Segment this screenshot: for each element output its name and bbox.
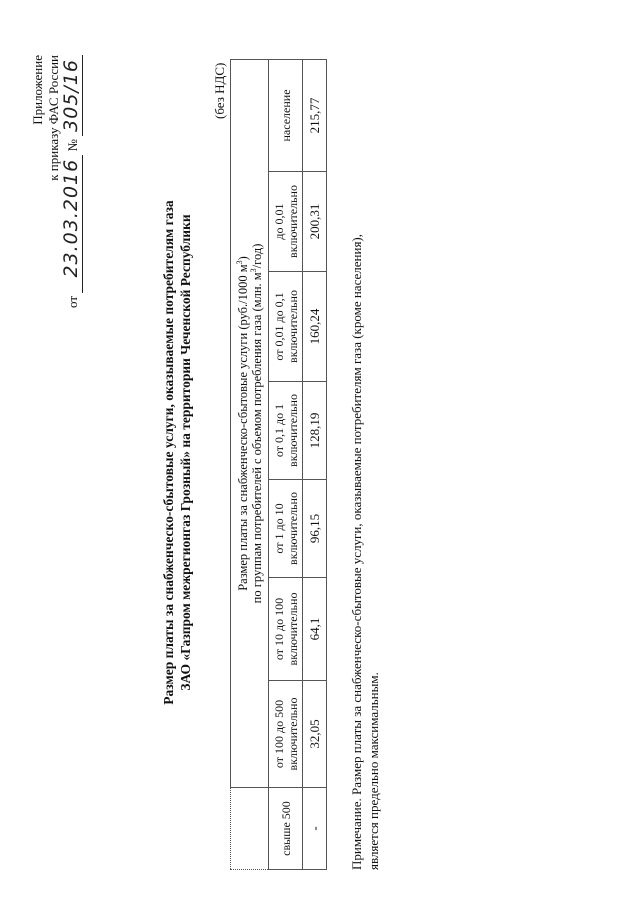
- main-header-end-2: /год): [249, 243, 264, 269]
- footnote-line-2: является предельно максимальным.: [366, 672, 381, 870]
- group-cell: [269, 788, 303, 870]
- group-cell: [269, 480, 303, 578]
- handwritten-number: 305/16: [60, 55, 83, 136]
- main-header-line-2: [250, 62, 264, 785]
- group-label: от 0,01 до 0,1: [271, 292, 286, 361]
- appendix-date-number: [60, 55, 83, 308]
- main-header-text-2: по группам потребителей с объемом потребления газа (млн. м: [249, 272, 264, 604]
- main-header-text-1: Размер платы за снабженческо-сбытовые услуги (руб./1000 м: [235, 264, 250, 591]
- title-line-2: ЗАО «Газпром межрегионгаз Грозный» на территории Чеченской Республики: [178, 214, 193, 691]
- group-sublabel: включительно: [285, 394, 300, 467]
- value-cell: 64,1: [303, 578, 327, 681]
- vat-note: (без НДС): [212, 62, 227, 119]
- main-header-line-1: [236, 62, 250, 785]
- appendix-order-ref: к приказу ФАС России: [46, 55, 61, 181]
- number-label: №: [65, 139, 80, 152]
- group-cell: [269, 382, 303, 480]
- group-cell: [269, 59, 303, 171]
- group-label: от 10 до 100: [271, 597, 286, 661]
- group-sublabel: включительно: [285, 592, 300, 666]
- group-cell: [269, 578, 303, 681]
- value-cell: 160,24: [303, 272, 327, 382]
- table-values-row: [303, 59, 327, 869]
- value-cell: 32,05: [303, 681, 327, 788]
- value-cell: 200,31: [303, 172, 327, 272]
- main-header-sup-1: 3: [234, 260, 244, 265]
- table-corner-cell: [231, 788, 269, 870]
- main-header-end-1: ): [235, 256, 250, 261]
- group-label: до 0,01: [271, 203, 286, 240]
- group-label: от 1 до 10: [271, 503, 286, 554]
- footnote: [348, 60, 382, 870]
- value-cell: 96,15: [303, 480, 327, 578]
- group-cell: [269, 272, 303, 382]
- group-sublabel: включительно: [285, 185, 300, 258]
- handwritten-date: 23.03.2016: [60, 155, 83, 293]
- tariff-table: [230, 59, 327, 870]
- group-sublabel: включительно: [285, 697, 300, 771]
- group-label: от 100 до 500: [271, 699, 286, 769]
- table-main-header: [231, 59, 269, 787]
- main-header-sup-2: 3: [248, 268, 258, 273]
- group-label: от 0,1 до 1: [271, 403, 286, 458]
- table-header-row: [231, 59, 269, 869]
- group-sublabel: включительно: [285, 492, 300, 565]
- value-cell: 128,19: [303, 382, 327, 480]
- footnote-line-1: Примечание. Размер платы за снабженческо-сбытовые услуги, оказываемые потребителям газа (кроме населения),: [349, 233, 364, 870]
- document-title: [160, 0, 194, 905]
- value-cell: 215,77: [303, 59, 327, 171]
- appendix-block: [30, 55, 90, 345]
- group-cell: [269, 681, 303, 788]
- from-label: от: [65, 296, 80, 309]
- group-cell: [269, 172, 303, 272]
- group-sublabel: включительно: [285, 290, 300, 363]
- table-group-row: [269, 59, 303, 869]
- title-line-1: Размер платы за снабженческо-сбытовые услуги, оказываемые потребителям газа: [161, 200, 176, 705]
- group-label: свыше 500: [278, 801, 293, 856]
- group-label: население: [278, 89, 293, 142]
- appendix-label: Приложение: [30, 55, 45, 125]
- value-cell: -: [303, 788, 327, 870]
